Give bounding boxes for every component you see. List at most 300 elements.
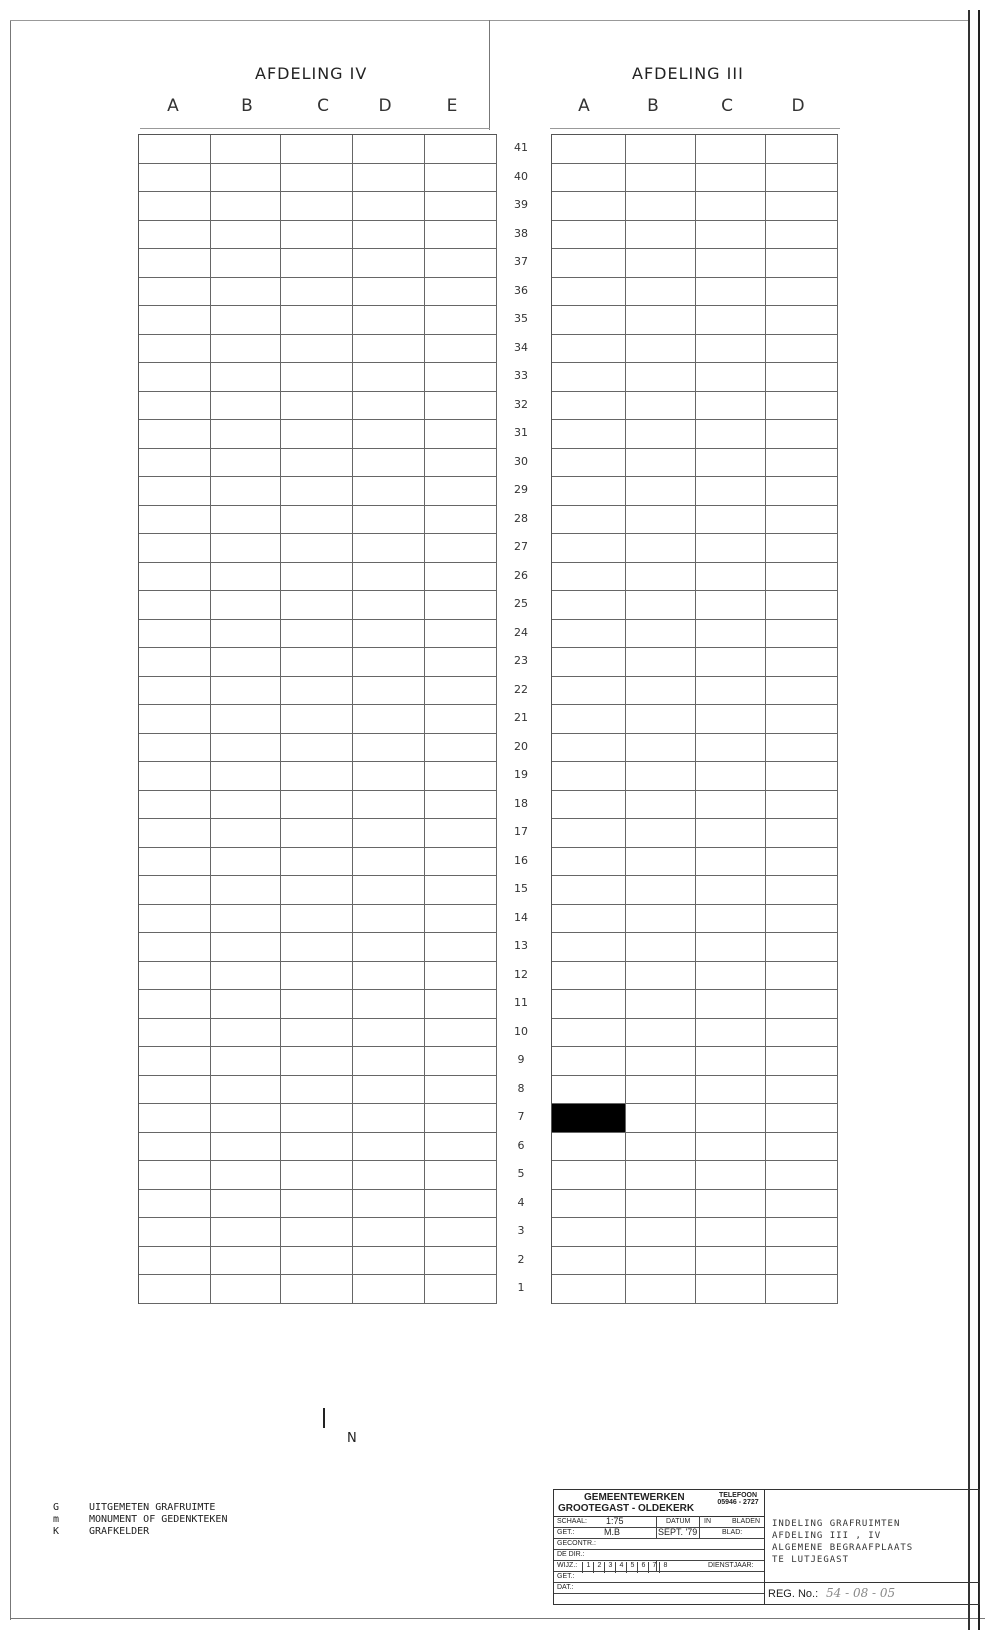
grave-plot-cell — [353, 1190, 425, 1219]
wijz-number: 4 — [615, 1562, 627, 1573]
grave-plot-cell — [626, 1133, 696, 1162]
grave-plot-cell — [281, 1161, 353, 1190]
grave-plot-cell — [425, 249, 497, 278]
grave-plot-cell — [696, 1218, 766, 1247]
grid-row — [139, 363, 497, 392]
phone-number: 05946 - 2727 — [717, 1499, 759, 1506]
grave-plot-cell — [139, 363, 211, 392]
row-number-label: 41 — [514, 141, 528, 154]
bladen-label: BLADEN — [732, 1518, 761, 1525]
grave-plot-cell — [696, 506, 766, 535]
dat-label: DAT.: — [557, 1584, 574, 1591]
grid-row — [139, 1047, 497, 1076]
grave-plot-cell — [211, 249, 281, 278]
grave-plot-cell — [281, 335, 353, 364]
grave-plot-cell — [766, 905, 838, 934]
grave-plot-cell — [696, 1104, 766, 1133]
row-number-label: 40 — [514, 169, 528, 183]
grave-plot-cell — [353, 962, 425, 991]
row-number-label: 13 — [514, 939, 528, 952]
row-number-label: 33 — [514, 369, 528, 382]
grave-plot-cell — [552, 335, 626, 364]
grave-plot-cell — [281, 762, 353, 791]
grave-plot-cell — [626, 1247, 696, 1276]
grid-row — [139, 1076, 497, 1105]
column-header-left-b: B — [241, 96, 253, 116]
in-label: IN — [704, 1518, 711, 1525]
grid-row — [552, 1161, 838, 1190]
grave-plot-cell — [211, 192, 281, 221]
grave-plot-cell — [353, 762, 425, 791]
grave-plot-cell — [139, 1047, 211, 1076]
grid-row — [552, 449, 838, 478]
grave-plot-cell — [139, 848, 211, 877]
grave-plot-cell — [139, 249, 211, 278]
frame-bottom-line — [10, 1618, 985, 1619]
section-divider — [489, 20, 490, 130]
grid-row — [552, 734, 838, 763]
grave-plot-cell — [281, 563, 353, 592]
grave-plot-cell — [281, 192, 353, 221]
row-number-label: 38 — [514, 226, 528, 240]
grave-plot-cell — [696, 335, 766, 364]
grave-plot-cell — [211, 648, 281, 677]
gecontr-label: GECONTR.: — [557, 1540, 596, 1547]
grid-row — [139, 990, 497, 1019]
legend-item: m MONUMENT OF GEDENKTEKEN — [53, 1514, 228, 1525]
grave-plot-cell — [696, 933, 766, 962]
row-number-label: 3 — [517, 1224, 525, 1237]
grave-plot-cell — [552, 620, 626, 649]
grave-plot-cell — [353, 791, 425, 820]
drawing-description — [772, 1518, 913, 1566]
row-number-label: 26 — [514, 568, 528, 582]
grave-plot-cell — [696, 192, 766, 221]
row-number-label: 24 — [514, 625, 528, 639]
grave-plot-cell — [211, 1104, 281, 1133]
grid-row — [552, 506, 838, 535]
grid-row — [552, 933, 838, 962]
grave-plot-cell — [626, 620, 696, 649]
grave-plot-cell — [552, 420, 626, 449]
grid-row — [552, 1076, 838, 1105]
grave-plot-cell — [425, 420, 497, 449]
grave-plot-cell — [626, 591, 696, 620]
grave-plot-cell — [425, 876, 497, 905]
grave-plot-cell — [626, 278, 696, 307]
grave-plot-cell — [281, 677, 353, 706]
grave-plot-cell — [211, 221, 281, 250]
wijz-number: 6 — [637, 1562, 649, 1573]
grave-plot-cell — [696, 1076, 766, 1105]
grave-plot-cell — [552, 1275, 626, 1304]
grave-plot-cell — [281, 1047, 353, 1076]
grave-plot-cell — [211, 762, 281, 791]
grave-plot-cell — [139, 1161, 211, 1190]
grave-plot-cell — [552, 135, 626, 164]
grave-plot-cell — [552, 990, 626, 1019]
grave-plot-cell — [626, 192, 696, 221]
grave-plot-cell — [139, 506, 211, 535]
grave-plot-cell — [281, 477, 353, 506]
grave-plot-cell — [766, 477, 838, 506]
grave-plot-cell — [425, 791, 497, 820]
grave-plot-cell — [281, 1104, 353, 1133]
grid-row — [139, 876, 497, 905]
grave-plot-cell — [353, 990, 425, 1019]
grid-row — [139, 1133, 497, 1162]
grave-plot-cell — [139, 1133, 211, 1162]
get2-label: GET.: — [557, 1573, 575, 1580]
grid-row — [552, 1047, 838, 1076]
grave-plot-cell — [696, 620, 766, 649]
row-number-label: 2 — [517, 1252, 525, 1266]
grave-plot-cell — [281, 1076, 353, 1105]
grave-plot-cell — [552, 534, 626, 563]
description-line: INDELING GRAFRUIMTEN — [772, 1519, 901, 1529]
grave-plot-cell — [696, 363, 766, 392]
grave-plot-cell — [281, 449, 353, 478]
grid-row — [139, 848, 497, 877]
header-underline-right — [550, 128, 840, 129]
wijz-number: 3 — [604, 1562, 616, 1573]
grave-plot-cell — [696, 563, 766, 592]
grave-plot-cell — [425, 933, 497, 962]
grid-row — [139, 306, 497, 335]
grave-plot-cell — [211, 1218, 281, 1247]
org-name: GEMEENTEWERKEN — [584, 1492, 685, 1503]
grid-row — [139, 819, 497, 848]
grid-row — [139, 135, 497, 164]
grave-plot-cell — [696, 477, 766, 506]
grave-plot-cell — [281, 249, 353, 278]
grave-plot-cell — [281, 591, 353, 620]
row-number-label: 12 — [514, 967, 528, 981]
grave-plot-cell — [626, 762, 696, 791]
grave-plot-cell — [766, 677, 838, 706]
grave-plot-cell — [552, 563, 626, 592]
grave-plot-cell — [353, 278, 425, 307]
grave-plot-cell — [281, 278, 353, 307]
description-line: AFDELING III , IV — [772, 1531, 882, 1541]
row-number-label: 30 — [514, 454, 528, 468]
grave-plot-cell — [626, 135, 696, 164]
grave-plot-cell — [353, 192, 425, 221]
grave-plot-cell — [139, 135, 211, 164]
column-header-left-c: C — [317, 96, 329, 116]
reg-box — [764, 1582, 979, 1605]
grave-plot-cell — [211, 335, 281, 364]
grave-plot-cell — [696, 648, 766, 677]
grave-plot-cell — [425, 563, 497, 592]
grave-plot-cell — [552, 819, 626, 848]
grid-row — [552, 420, 838, 449]
grave-plot-cell — [626, 563, 696, 592]
row-number-label: 17 — [514, 825, 528, 838]
grave-plot-cell — [626, 933, 696, 962]
grid-row — [139, 1019, 497, 1048]
grave-plot-cell — [626, 819, 696, 848]
grid-row — [552, 762, 838, 791]
grave-plot-cell — [425, 221, 497, 250]
grave-plot-cell — [626, 648, 696, 677]
grave-plot-cell — [626, 848, 696, 877]
wijz-number: 1 — [582, 1562, 594, 1573]
grave-plot-cell — [425, 164, 497, 193]
grave-plot-cell — [696, 278, 766, 307]
grave-plot-cell — [766, 933, 838, 962]
grave-plot-cell — [626, 449, 696, 478]
row-number-label: 6 — [517, 1138, 525, 1152]
grid-row — [139, 335, 497, 364]
grave-plot-cell — [626, 506, 696, 535]
grid-row — [139, 278, 497, 307]
grid-row — [139, 791, 497, 820]
grave-plot-cell — [139, 335, 211, 364]
grave-plot-cell — [281, 876, 353, 905]
grave-plot-cell — [281, 905, 353, 934]
grave-plot-cell — [552, 791, 626, 820]
grave-plot-cell — [211, 164, 281, 193]
grave-plot-cell — [353, 449, 425, 478]
grid-row — [552, 677, 838, 706]
grave-plot-cell — [425, 506, 497, 535]
grave-plot-cell — [552, 1247, 626, 1276]
grave-plot-cell — [211, 1247, 281, 1276]
grave-plot-cell — [211, 534, 281, 563]
grave-plot-cell — [139, 962, 211, 991]
grave-plot-cell — [766, 449, 838, 478]
grave-plot-cell — [626, 876, 696, 905]
reg-label: REG. No.: — [768, 1588, 819, 1600]
grid-row — [139, 534, 497, 563]
grave-plot-cell — [139, 819, 211, 848]
grave-plot-cell — [696, 449, 766, 478]
grave-plot-cell — [766, 392, 838, 421]
datum-label: DATUM — [666, 1518, 691, 1525]
grave-plot-cell — [281, 363, 353, 392]
grave-plot-cell — [139, 392, 211, 421]
grave-plot-cell — [696, 905, 766, 934]
grid-row — [552, 1104, 838, 1133]
grave-plot-cell — [211, 734, 281, 763]
grid-row — [139, 1161, 497, 1190]
wijz-number: 5 — [626, 1562, 638, 1573]
description-line: TE LUTJEGAST — [772, 1555, 850, 1565]
grave-plot-cell — [211, 1019, 281, 1048]
grid-row — [139, 648, 497, 677]
grave-plot-cell — [211, 1190, 281, 1219]
grave-plot-cell — [552, 363, 626, 392]
grave-plot-cell — [281, 620, 353, 649]
grave-plot-cell — [281, 933, 353, 962]
grid-row — [552, 990, 838, 1019]
grave-plot-cell — [696, 164, 766, 193]
grave-plot-cell — [425, 1190, 497, 1219]
grave-plot-cell — [552, 306, 626, 335]
grave-plot-cell — [552, 1133, 626, 1162]
header-underline-left — [140, 128, 490, 129]
grave-plot-cell — [281, 306, 353, 335]
grave-plot-cell — [766, 335, 838, 364]
row-number-label: 10 — [514, 1024, 528, 1038]
grave-plot-cell — [211, 990, 281, 1019]
grave-plot-cell — [139, 905, 211, 934]
grave-plot-cell — [139, 791, 211, 820]
de-dir-label: DE DIR.: — [557, 1551, 585, 1558]
grave-plot-cell — [139, 1218, 211, 1247]
grave-plot-cell — [425, 591, 497, 620]
grave-plot-cell — [139, 449, 211, 478]
row-number-label: 14 — [514, 910, 528, 924]
wijz-number: 2 — [593, 1562, 605, 1573]
row-number-label: 4 — [517, 1195, 525, 1209]
grave-plot-cell — [626, 1047, 696, 1076]
grave-plot-cell — [696, 762, 766, 791]
row-number-label: 9 — [517, 1053, 525, 1066]
grave-plot-cell — [281, 1019, 353, 1048]
grave-plot-cell — [696, 420, 766, 449]
grid-row — [139, 164, 497, 193]
grave-plot-cell — [139, 620, 211, 649]
row-number-label: 31 — [514, 426, 528, 439]
grave-plot-cell — [353, 591, 425, 620]
frame-top-line — [10, 20, 970, 21]
grid-row — [139, 1190, 497, 1219]
grid-row — [552, 306, 838, 335]
grave-plot-cell — [696, 677, 766, 706]
row-number-label: 11 — [514, 996, 528, 1009]
dienstjaar-label: DIENSTJAAR: — [708, 1562, 754, 1569]
grave-plot-cell — [552, 734, 626, 763]
column-header-left-e: E — [446, 96, 458, 116]
grid-row — [552, 876, 838, 905]
grave-plot-cell — [353, 335, 425, 364]
grid-row — [552, 192, 838, 221]
grave-plot-cell — [552, 449, 626, 478]
grave-plot-cell — [626, 477, 696, 506]
grave-plot-cell — [211, 620, 281, 649]
grid-row — [552, 135, 838, 164]
grave-plot-cell — [139, 677, 211, 706]
grave-plot-cell — [696, 876, 766, 905]
grave-plot-cell — [211, 876, 281, 905]
section-title-left: AFDELING IV — [255, 64, 368, 83]
grave-plot-cell — [139, 306, 211, 335]
grave-plot-cell — [552, 506, 626, 535]
grave-plot-cell — [696, 791, 766, 820]
grave-plot-cell — [766, 876, 838, 905]
grave-plot-cell — [552, 648, 626, 677]
grave-grid-afdeling-iii — [551, 134, 838, 1304]
grave-plot-cell — [425, 335, 497, 364]
title-block — [553, 1489, 980, 1605]
grid-row — [139, 392, 497, 421]
grave-plot-cell — [696, 534, 766, 563]
grave-plot-cell — [281, 506, 353, 535]
grave-plot-cell — [552, 477, 626, 506]
grave-plot-cell — [696, 1019, 766, 1048]
grave-plot-cell — [139, 563, 211, 592]
grave-plot-cell — [281, 1133, 353, 1162]
grave-plot-cell — [626, 791, 696, 820]
grave-plot-cell — [425, 449, 497, 478]
grave-plot-cell — [696, 990, 766, 1019]
grave-plot-cell — [353, 1133, 425, 1162]
grave-plot-cell — [766, 819, 838, 848]
grave-plot-cell — [552, 705, 626, 734]
grave-plot-cell — [353, 1161, 425, 1190]
grave-plot-cell — [626, 363, 696, 392]
grave-plot-cell — [139, 1019, 211, 1048]
grave-plot-cell-marked — [552, 1104, 626, 1133]
grave-plot-cell — [766, 1275, 838, 1304]
grid-row — [139, 563, 497, 592]
grave-plot-cell — [766, 990, 838, 1019]
grid-row — [552, 848, 838, 877]
grave-plot-cell — [425, 905, 497, 934]
grave-plot-cell — [211, 677, 281, 706]
row-number-label: 20 — [514, 739, 528, 753]
blad-label: BLAD: — [722, 1529, 743, 1536]
grave-plot-cell — [425, 1275, 497, 1304]
row-number-label: 5 — [517, 1167, 525, 1180]
grid-row — [139, 705, 497, 734]
grave-plot-cell — [425, 135, 497, 164]
row-number-label: 28 — [514, 511, 528, 525]
grave-plot-cell — [766, 192, 838, 221]
get-value: M.B — [604, 1527, 621, 1537]
grave-plot-cell — [281, 791, 353, 820]
wijz-number: 7 — [648, 1562, 660, 1573]
grave-plot-cell — [696, 819, 766, 848]
grave-plot-cell — [626, 221, 696, 250]
grave-plot-cell — [211, 848, 281, 877]
grid-row — [139, 506, 497, 535]
grave-plot-cell — [353, 534, 425, 563]
wijz-number: 8 — [659, 1562, 671, 1573]
grave-plot-cell — [696, 221, 766, 250]
grid-row — [139, 591, 497, 620]
grave-plot-cell — [766, 620, 838, 649]
grid-row — [552, 705, 838, 734]
grave-plot-cell — [766, 1218, 838, 1247]
grave-plot-cell — [353, 677, 425, 706]
grave-plot-cell — [696, 392, 766, 421]
grave-plot-cell — [353, 1076, 425, 1105]
grid-row — [552, 1218, 838, 1247]
grave-plot-cell — [552, 1076, 626, 1105]
grave-plot-cell — [139, 734, 211, 763]
wijz-label: WIJZ.: — [557, 1562, 578, 1569]
grave-plot-cell — [552, 962, 626, 991]
grave-plot-cell — [425, 477, 497, 506]
grave-plot-cell — [211, 905, 281, 934]
grave-plot-cell — [139, 1275, 211, 1304]
grave-plot-cell — [353, 306, 425, 335]
grave-plot-cell — [626, 905, 696, 934]
grave-plot-cell — [626, 306, 696, 335]
grave-plot-cell — [211, 1133, 281, 1162]
grave-plot-cell — [281, 1190, 353, 1219]
grave-plot-cell — [696, 591, 766, 620]
grave-plot-cell — [425, 1076, 497, 1105]
grave-plot-cell — [281, 734, 353, 763]
grave-plot-cell — [552, 1190, 626, 1219]
grave-plot-cell — [425, 705, 497, 734]
legend-item: G UITGEMETEN GRAFRUIMTE — [53, 1502, 216, 1513]
grid-row — [552, 477, 838, 506]
